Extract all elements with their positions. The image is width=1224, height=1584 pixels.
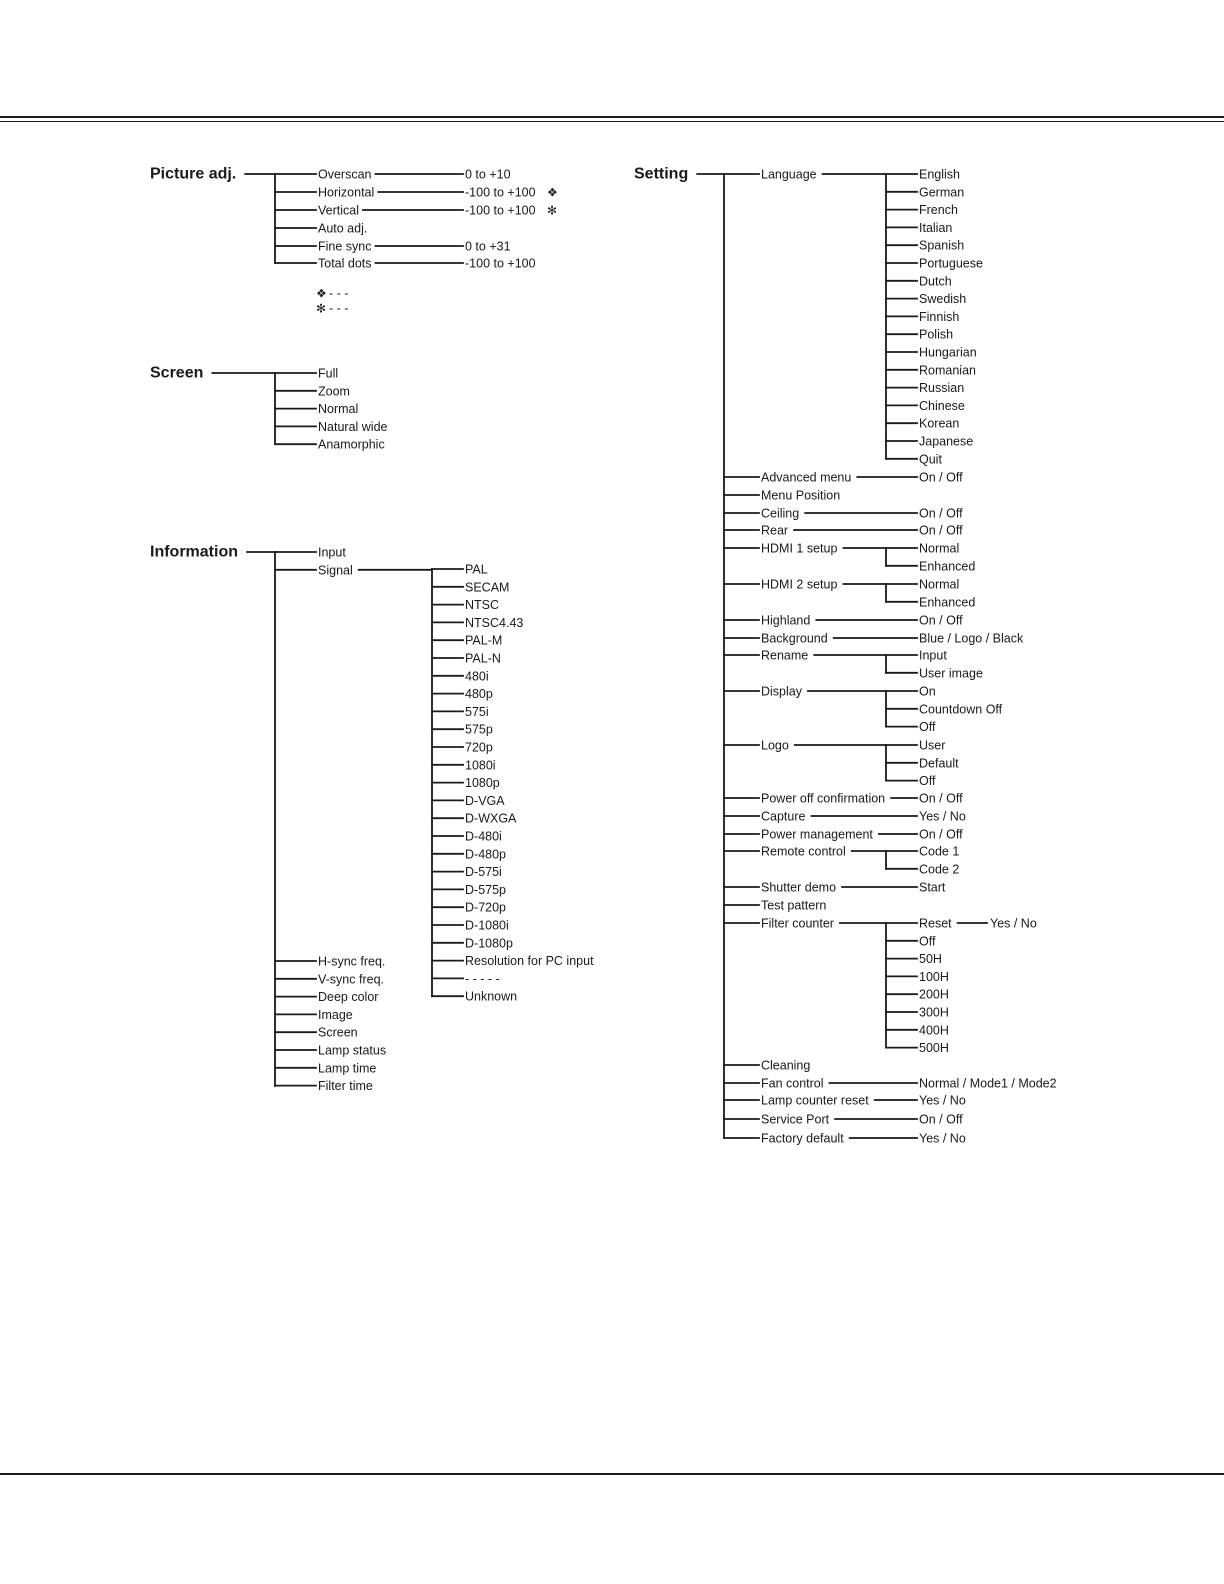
picture-adj-item: Fine sync (318, 239, 372, 254)
setting-option: Hungarian (919, 345, 977, 360)
information-item: Input (318, 545, 346, 560)
setting-option: On (919, 684, 936, 699)
signal-item: D-VGA (465, 793, 505, 808)
signal-item: 1080p (465, 776, 500, 791)
information-item: Screen (318, 1025, 358, 1040)
setting-option: Input (919, 648, 947, 663)
screen-item: Zoom (318, 384, 350, 399)
setting-option: Enhanced (919, 559, 976, 574)
picture-adj-item: Overscan (318, 167, 372, 182)
picture-adj-value: -100 to +100 (465, 256, 536, 271)
setting-item: Ceiling (761, 506, 800, 521)
signal-item: Unknown (465, 989, 518, 1004)
setting-option: Dutch (919, 274, 952, 289)
signal-item: 480p (465, 687, 493, 702)
signal-item: D-575p (465, 882, 506, 897)
setting-option: On / Off (919, 470, 963, 485)
setting-option: Default (919, 756, 959, 771)
signal-item: 720p (465, 740, 493, 755)
setting-option: Swedish (919, 292, 967, 307)
legend-mark: ❖ (316, 286, 327, 301)
setting-option: 200H (919, 987, 949, 1002)
information-item: V-sync freq. (318, 972, 384, 987)
setting-item: Cleaning (761, 1058, 811, 1073)
setting-option: Off (919, 934, 936, 949)
legend-text: - - - (329, 286, 349, 301)
signal-item: NTSC (465, 598, 500, 613)
setting-option: On / Off (919, 1112, 963, 1127)
information-item: Signal (318, 563, 353, 578)
picture-adj-item: Horizontal (318, 185, 375, 200)
setting-option: Chinese (919, 398, 965, 413)
information-item: Deep color (318, 990, 379, 1005)
footnote-mark: ✻ (547, 203, 558, 218)
setting-option: 50H (919, 952, 942, 967)
setting-option: 300H (919, 1005, 949, 1020)
setting-item: Power off confirmation (761, 791, 886, 806)
signal-item: D-720p (465, 900, 506, 915)
setting-item: Power management (761, 827, 873, 842)
setting-option: Japanese (919, 434, 974, 449)
setting-option: Enhanced (919, 595, 976, 610)
setting-option: Russian (919, 381, 965, 396)
setting-item: Advanced menu (761, 470, 852, 485)
signal-item: Resolution for PC input (465, 954, 594, 969)
setting-option: Yes / No (919, 1093, 966, 1108)
information-item: H-sync freq. (318, 954, 386, 969)
picture-adj-value: 0 to +10 (465, 167, 511, 182)
legend-mark: ✻ (316, 301, 327, 316)
setting-option: Normal (919, 577, 960, 592)
information-item: Image (318, 1007, 353, 1022)
setting-option: On / Off (919, 827, 963, 842)
setting-option: 100H (919, 969, 949, 984)
setting-option: French (919, 203, 958, 218)
signal-item: D-WXGA (465, 811, 517, 826)
setting-option: User image (919, 666, 983, 681)
setting-item: Shutter demo (761, 880, 837, 895)
picture-adj-value: 0 to +31 (465, 239, 511, 254)
signal-item: D-575i (465, 865, 502, 880)
setting-option: English (919, 167, 960, 182)
setting-option: User (919, 738, 946, 753)
footnote-mark: ❖ (547, 185, 558, 200)
information-item: Lamp status (318, 1043, 387, 1058)
setting-option: Normal / Mode1 / Mode2 (919, 1076, 1057, 1091)
setting-item: Capture (761, 809, 806, 824)
setting-item: HDMI 1 setup (761, 541, 838, 556)
picture-adj-value: -100 to +100 (465, 203, 536, 218)
setting-option: Code 2 (919, 862, 960, 877)
setting-item: Filter counter (761, 916, 834, 931)
signal-item: D-1080p (465, 936, 513, 951)
signal-item: NTSC4.43 (465, 615, 524, 630)
setting-item: Background (761, 631, 828, 646)
information-item: Lamp time (318, 1061, 377, 1076)
setting-option: Reset (919, 916, 952, 931)
setting-item: Rename (761, 648, 809, 663)
setting-option: On / Off (919, 506, 963, 521)
setting-option: Romanian (919, 363, 976, 378)
setting-option: Polish (919, 327, 954, 342)
signal-item: PAL-N (465, 651, 501, 666)
setting-option: Code 1 (919, 844, 960, 859)
setting-option: German (919, 185, 965, 200)
signal-item: D-480p (465, 847, 506, 862)
signal-item: PAL (465, 562, 488, 577)
setting-item: Highland (761, 613, 811, 628)
setting-option: Korean (919, 416, 960, 431)
signal-item: 575i (465, 704, 489, 719)
setting-item: HDMI 2 setup (761, 577, 838, 592)
setting-option: Countdown Off (919, 702, 1003, 717)
setting-item: Logo (761, 738, 789, 753)
setting-item: Factory default (761, 1131, 844, 1146)
setting-option: Normal (919, 541, 960, 556)
setting-option: Blue / Logo / Black (919, 631, 1024, 646)
setting-option: 400H (919, 1023, 949, 1038)
setting-option: Spanish (919, 238, 965, 253)
signal-item: 480i (465, 669, 489, 684)
section-title-picture-adj: Picture adj. (150, 165, 237, 183)
section-title-setting: Setting (634, 165, 689, 183)
picture-adj-item: Auto adj. (318, 221, 368, 236)
signal-item: 575p (465, 722, 493, 737)
signal-item: SECAM (465, 580, 510, 595)
setting-option: Start (919, 880, 946, 895)
setting-option: Italian (919, 220, 953, 235)
setting-option: On / Off (919, 791, 963, 806)
setting-item: Language (761, 167, 817, 182)
setting-item: Menu Position (761, 488, 841, 503)
signal-item: D-1080i (465, 918, 509, 933)
signal-item: D-480i (465, 829, 502, 844)
signal-item: 1080i (465, 758, 496, 773)
legend-text: - - - (329, 301, 349, 316)
section-title-screen: Screen (150, 364, 204, 382)
section-title-information: Information (150, 543, 238, 561)
picture-adj-value: -100 to +100 (465, 185, 536, 200)
setting-option: 500H (919, 1041, 949, 1056)
setting-item: Test pattern (761, 898, 827, 913)
screen-item: Natural wide (318, 419, 388, 434)
setting-option: Finnish (919, 309, 960, 324)
setting-item: Remote control (761, 844, 846, 859)
picture-adj-item: Vertical (318, 203, 359, 218)
setting-item: Fan control (761, 1076, 824, 1091)
signal-item: - - - - - (465, 971, 500, 986)
setting-item: Service Port (761, 1112, 830, 1127)
setting-sub-option: Yes / No (990, 916, 1037, 931)
screen-item: Full (318, 366, 339, 381)
setting-item: Display (761, 684, 802, 699)
setting-option: Off (919, 774, 936, 789)
setting-option: Yes / No (919, 809, 966, 824)
setting-option: On / Off (919, 613, 963, 628)
setting-option: On / Off (919, 523, 963, 538)
setting-option: Yes / No (919, 1131, 966, 1146)
picture-adj-item: Total dots (318, 256, 372, 271)
setting-item: Lamp counter reset (761, 1093, 869, 1108)
screen-item: Anamorphic (318, 437, 385, 452)
setting-item: Rear (761, 523, 789, 538)
signal-item: PAL-M (465, 633, 503, 648)
setting-option: Portuguese (919, 256, 983, 271)
setting-option: Off (919, 720, 936, 735)
information-item: Filter time (318, 1079, 373, 1094)
setting-option: Quit (919, 452, 942, 467)
screen-item: Normal (318, 402, 359, 417)
